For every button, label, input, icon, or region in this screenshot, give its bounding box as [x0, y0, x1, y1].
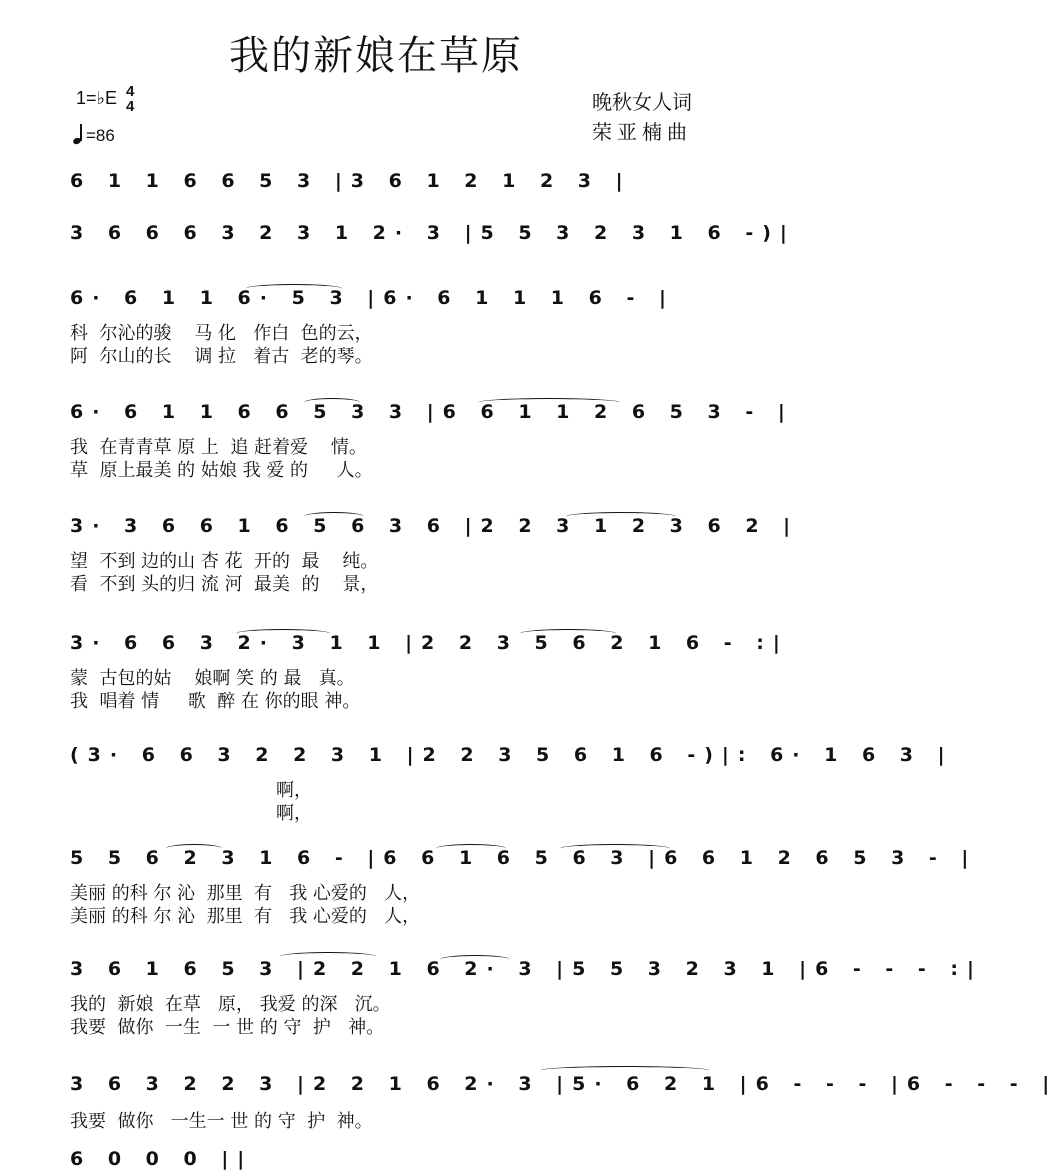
tempo-marking [72, 124, 115, 146]
time-signature [126, 84, 134, 114]
lyric-line: 我的 新娘 在草 原， 我爱 的深 沉。 [70, 994, 391, 1015]
notation-line: 6· 6 1 1 6· 5 3 |6· 6 1 1 1 6 - | [70, 287, 675, 309]
slur-mark [166, 844, 222, 853]
staff-system [70, 287, 718, 367]
slur-mark [520, 629, 616, 638]
slur-mark [540, 1066, 710, 1075]
notation-line: 6· 6 1 1 6 6 5 3 3 |6 6 1 1 2 6 5 3 - | [70, 401, 794, 423]
quarter-note-icon [72, 124, 86, 144]
staff-system [70, 401, 794, 481]
song-title: 我的新娘在草原 [229, 33, 523, 79]
staff-system [70, 222, 796, 252]
slur-mark [304, 398, 360, 407]
lyric-line: 我要 做你 一生一 世 的 守 护 神。 [70, 1111, 373, 1132]
staff-system [70, 847, 978, 927]
notation-line: 3 6 1 6 5 3 |2 2 1 6 2· 3 |5 5 3 2 3 1 |6 - - - :| [70, 958, 983, 980]
lyric-line: 我要 做你 一生 一 世 的 守 护 神。 [70, 1017, 385, 1038]
composer-credit: 荣亚楠曲 [592, 120, 692, 144]
lyric-line: 我 唱着 情 歌 醉 在 你的眼 神。 [70, 691, 361, 712]
time-bottom: 4 [126, 98, 135, 115]
time-top: 4 [126, 83, 135, 100]
staff-system [70, 1148, 718, 1170]
staff-system [70, 958, 983, 1038]
slur-mark [304, 512, 364, 521]
slur-mark [566, 512, 676, 521]
notation-line: 3· 6 6 3 2· 3 1 1 |2 2 3 5 6 2 1 6 - :| [70, 632, 789, 654]
key-signature [76, 84, 134, 114]
notation-line: 3 6 3 2 2 3 |2 2 1 6 2· 3 |5· 6 2 1 |6 - - - |6 - - - | [70, 1073, 1058, 1095]
staff-system [70, 632, 789, 712]
staff-system [70, 170, 718, 200]
notation-line: (3· 6 6 3 2 2 3 1 |2 2 3 5 6 1 6 -)|: 6· 1 6 3 | [70, 744, 954, 766]
tempo-value: =86 [86, 126, 115, 145]
notation-line: 5 5 6 2 3 1 6 - |6 6 1 6 5 6 3 |6 6 1 2 6 5 3 - | [70, 847, 978, 869]
lyric-line: 看 不到 头的归 流 河 最美 的 景， [70, 574, 379, 595]
notation-line: 3· 3 6 6 1 6 5 6 3 6 |2 2 3 1 2 3 6 2 | [70, 515, 800, 537]
lyric-line: 啊， [70, 780, 312, 801]
lyric-line: 蒙 古包的姑 娘啊 笑 的 最 真。 [70, 668, 355, 689]
slur-mark [246, 284, 342, 293]
slur-mark [560, 844, 670, 853]
lyric-line: 科 尔沁的骏 马 化 作白 色的云， [70, 323, 373, 344]
lyric-line: 阿 尔山的长 调 拉 着古 老的琴。 [70, 346, 373, 367]
notation-line: 6 1 1 6 6 5 3 |3 6 1 2 1 2 3 | [70, 170, 632, 192]
slur-mark [436, 844, 506, 853]
slur-mark [280, 952, 376, 961]
staff-system [70, 1073, 1058, 1133]
slur-mark [440, 955, 510, 964]
notation-line: 6 0 0 0 || [70, 1148, 254, 1170]
lyric-line: 望 不到 边的山 杏 花 开的 最 纯。 [70, 551, 379, 572]
lyric-line: 美丽 的科 尔 沁 那里 有 我 心爱的 人， [70, 906, 421, 927]
lyricist-credit: 晚秋女人词 [592, 90, 692, 114]
slur-mark [478, 398, 620, 407]
staff-system [70, 744, 954, 824]
lyric-line: 啊， [70, 803, 312, 824]
lyric-line: 美丽 的科 尔 沁 那里 有 我 心爱的 人， [70, 883, 421, 904]
lyric-line: 草 原上最美 的 姑娘 我 爱 的 人。 [70, 460, 373, 481]
staff-system [70, 515, 800, 595]
slur-mark [236, 629, 330, 638]
key-label: 1=♭E [76, 87, 118, 108]
notation-line: 3 6 6 6 3 2 3 1 2· 3 |5 5 3 2 3 1 6 -)| [70, 222, 796, 244]
lyric-line: 我 在青青草 原 上 追 赶着爱 情。 [70, 437, 367, 458]
